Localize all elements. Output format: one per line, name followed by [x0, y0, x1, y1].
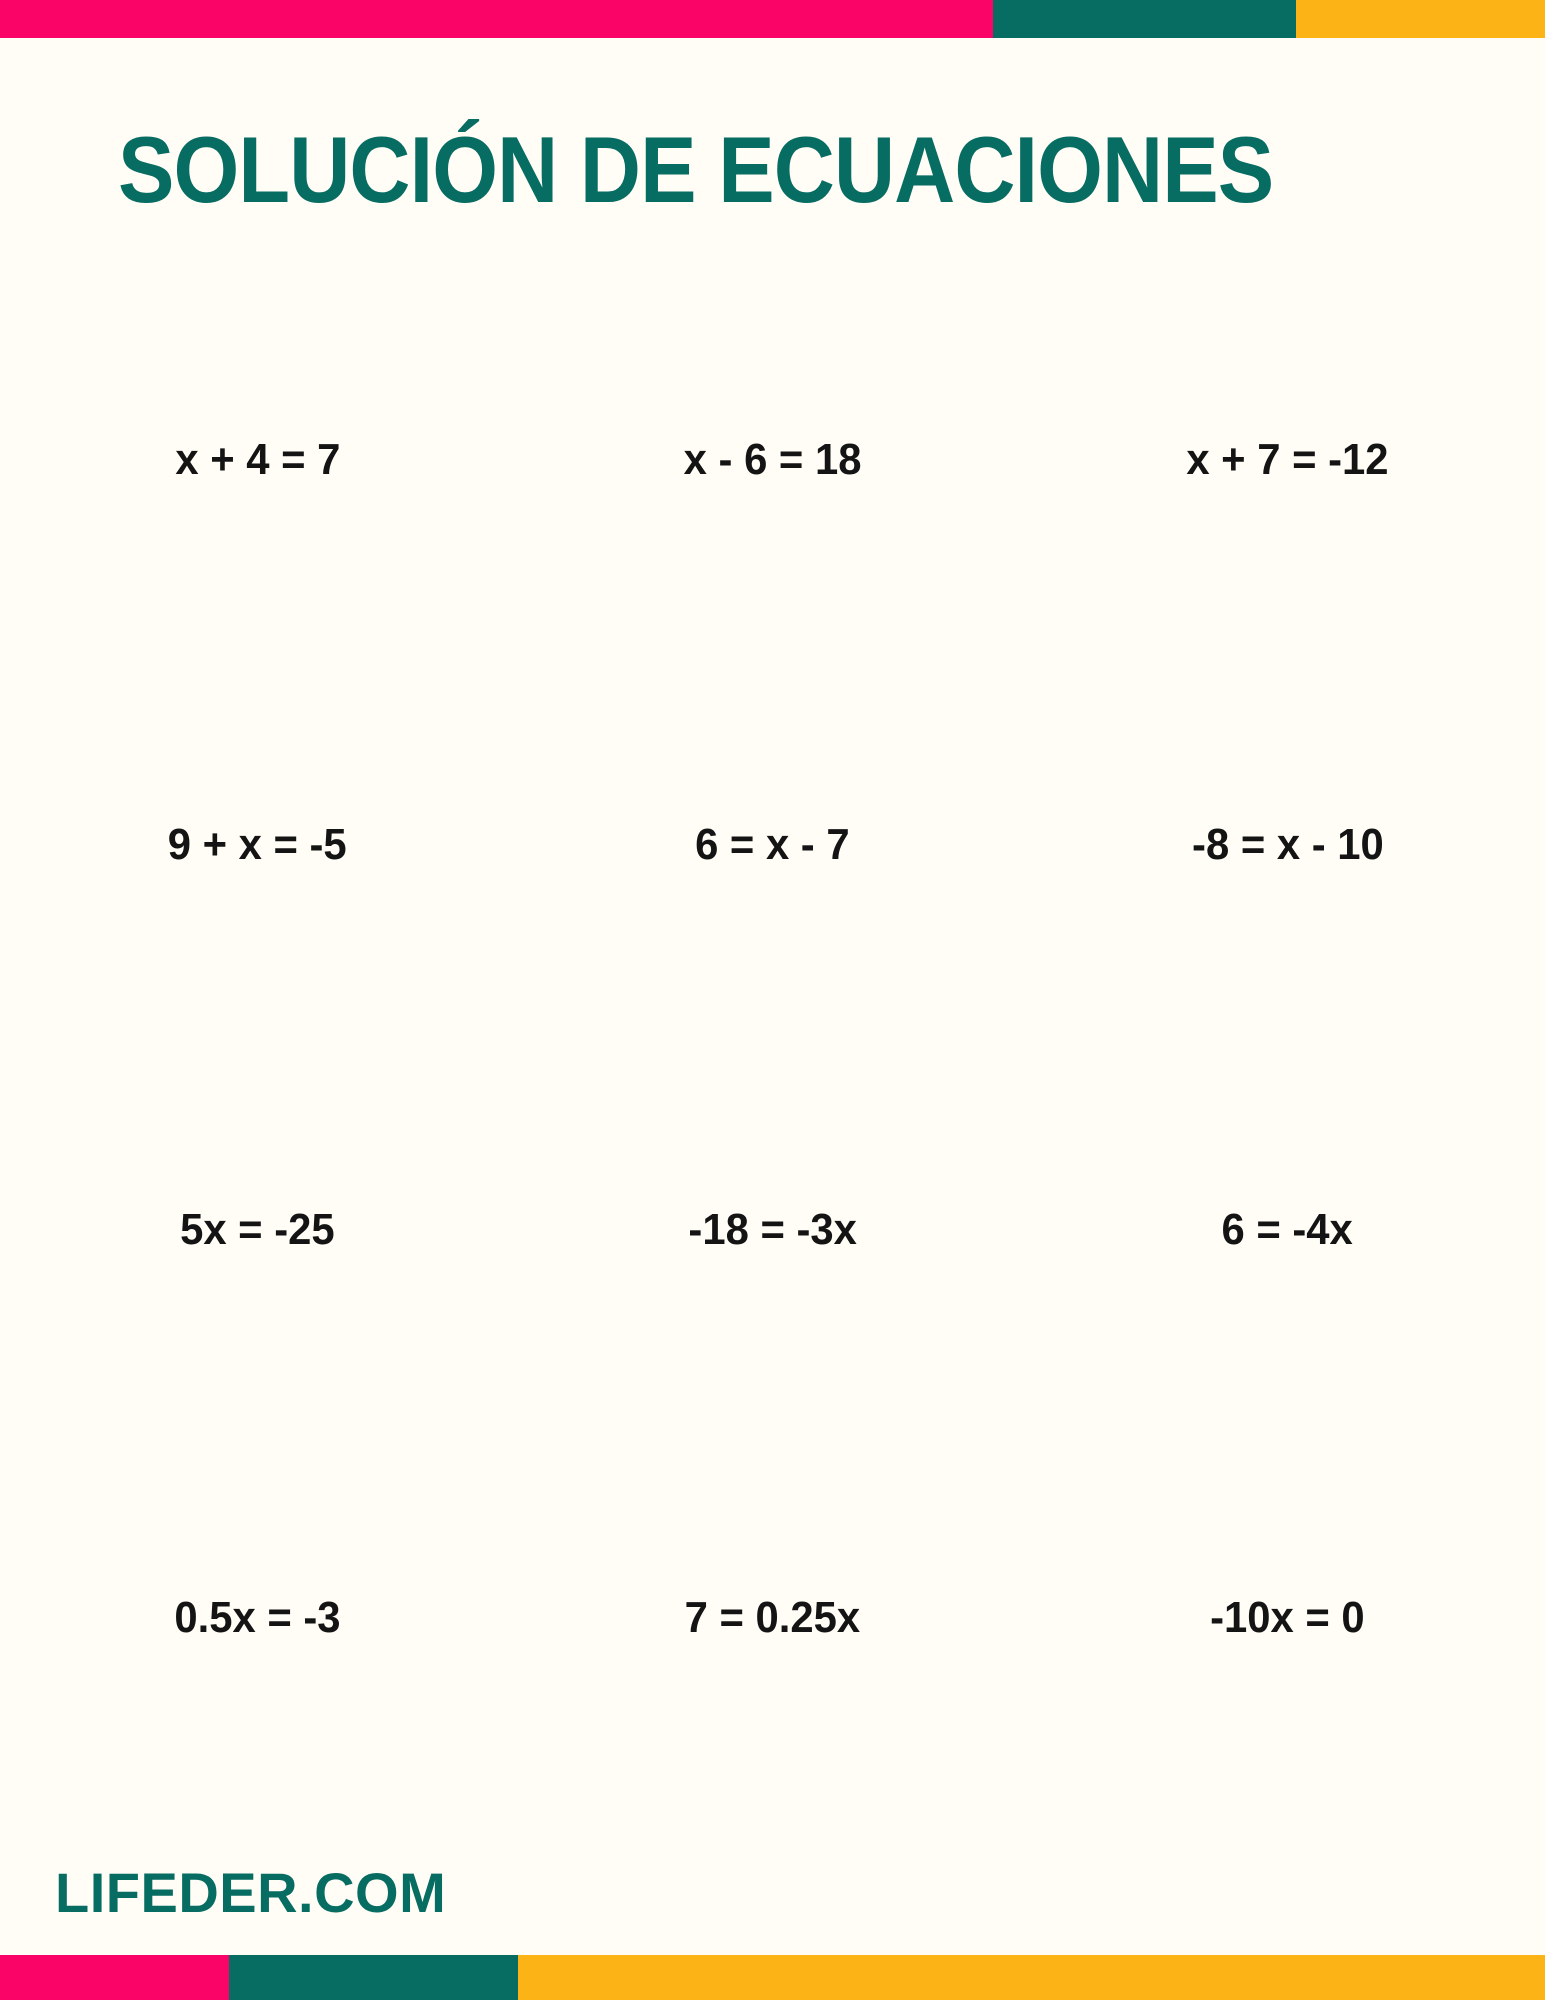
equation: x - 6 = 18	[683, 435, 862, 484]
equation: 0.5x = -3	[174, 1593, 341, 1642]
equation: 5x = -25	[180, 1205, 335, 1254]
top-bar-pink-segment	[0, 0, 993, 38]
page-title: SOLUCIÓN DE ECUACIONES	[118, 117, 1274, 222]
footer-site-name: LIFEDER.COM	[55, 1861, 447, 1924]
footer	[55, 1860, 446, 1925]
equation: -18 = -3x	[688, 1205, 857, 1254]
equation: -10x = 0	[1210, 1593, 1365, 1642]
equation: -8 = x - 10	[1191, 820, 1384, 869]
equation-cell	[1030, 1200, 1545, 1260]
equation-cell	[515, 1588, 1030, 1648]
bottom-bar-teal-segment	[229, 1955, 518, 2000]
equation-cell	[1030, 430, 1545, 490]
equation-cell	[515, 1200, 1030, 1260]
top-bar	[0, 0, 1545, 38]
equation-cell	[0, 815, 515, 875]
equation-cell	[0, 430, 515, 490]
equation-cell	[1030, 815, 1545, 875]
bottom-bar	[0, 1955, 1545, 2000]
equation: x + 4 = 7	[174, 435, 341, 484]
equation-cell	[515, 815, 1030, 875]
equation-row	[0, 815, 1545, 875]
equation: x + 7 = -12	[1186, 435, 1389, 484]
equation: 6 = -4x	[1221, 1205, 1354, 1254]
equation-cell	[0, 1200, 515, 1260]
equation-cell	[1030, 1588, 1545, 1648]
equation: 7 = 0.25x	[684, 1593, 861, 1642]
bottom-bar-pink-segment	[0, 1955, 229, 2000]
equation-row	[0, 1588, 1545, 1648]
top-bar-teal-segment	[993, 0, 1296, 38]
bottom-bar-yellow-segment	[518, 1955, 1545, 2000]
equation-cell	[0, 1588, 515, 1648]
equation: 6 = x - 7	[695, 820, 850, 869]
equation-row	[0, 1200, 1545, 1260]
equation-row	[0, 430, 1545, 490]
top-bar-yellow-segment	[1296, 0, 1545, 38]
equation: 9 + x = -5	[168, 820, 347, 869]
equation-cell	[515, 430, 1030, 490]
